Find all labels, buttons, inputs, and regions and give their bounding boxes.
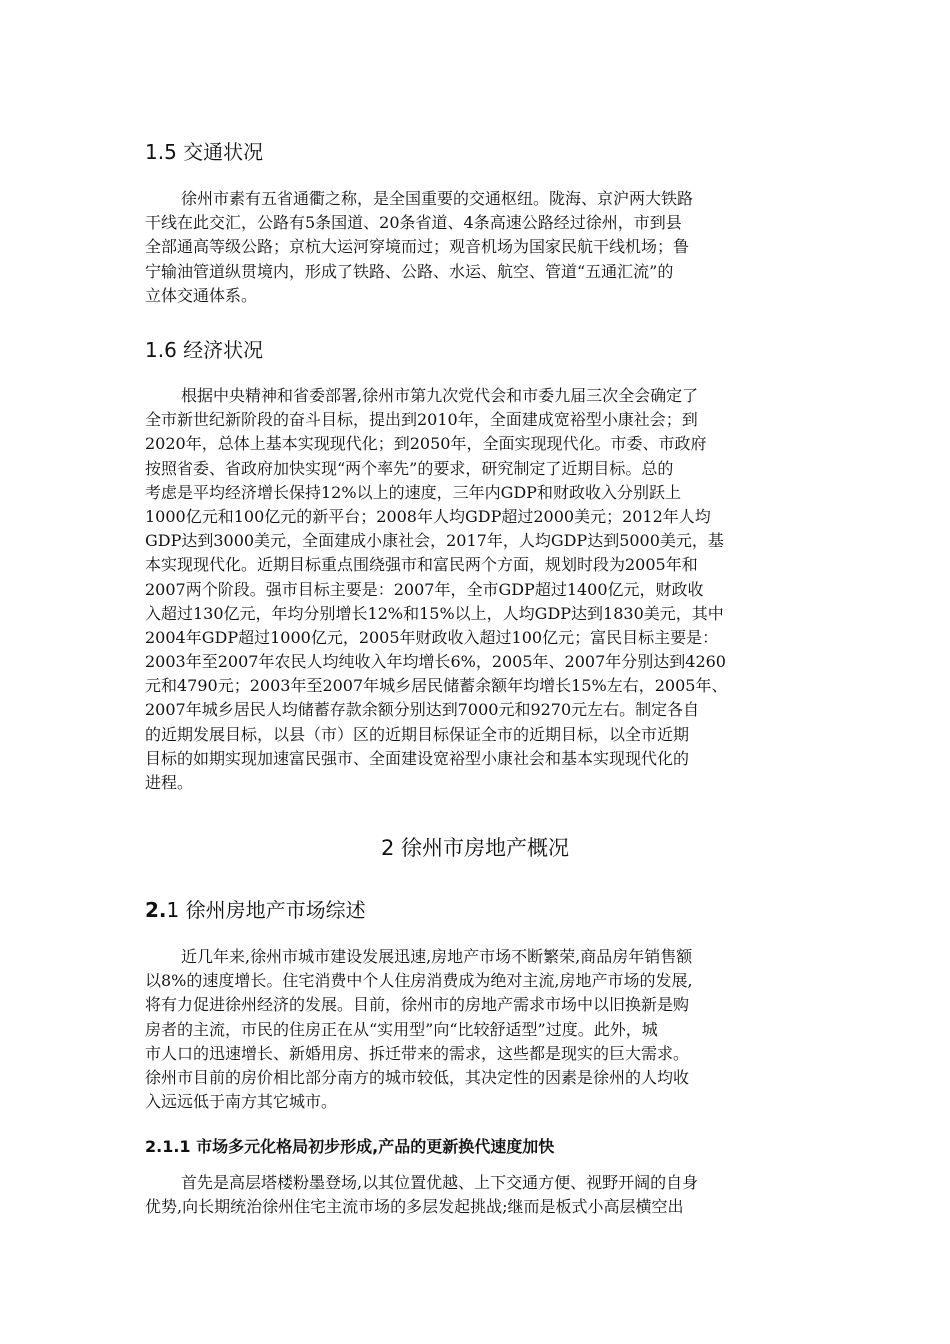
paragraph-line: 2003年至2007年农民人均纯收入年均增长6%，2005年、2007年分别达到4260	[145, 652, 726, 672]
paragraph-market-overview	[145, 945, 805, 1114]
paragraph-line: 的近期发展目标，以县（市）区的近期目标保证全市的近期目标，以全市近期	[145, 724, 690, 744]
paragraph-line: 目标的如期实现加速富民强市、全面建设宽裕型小康社会和基本实现现代化的	[145, 748, 690, 768]
paragraph-diversified-market	[145, 1171, 805, 1219]
section-number-bold: 2.	[145, 898, 167, 922]
paragraph-line: 2020年，总体上基本实现现代化；到2050年，全面实现现代化。市委、市政府	[145, 434, 707, 454]
paragraph-line: 全部通高等级公路；京杭大运河穿境而过；观音机场为国家民航干线机场；鲁	[145, 237, 690, 257]
paragraph-line: 根据中央精神和省委部署,徐州市第九次党代会和市委九届三次全会确定了	[181, 386, 699, 405]
section-heading-2-1	[145, 896, 366, 924]
paragraph-line: 徐州市素有五省通衢之称，是全国重要的交通枢纽。陇海、京沪两大铁路	[181, 189, 694, 208]
paragraph-line: 全市新世纪新阶段的奋斗目标，提出到2010年，全面建成宽裕型小康社会；到	[145, 410, 698, 430]
paragraph-line: 入远远低于南方其它城市。	[145, 1092, 338, 1112]
paragraph-line: 房者的主流，市民的住房正在从“实用型”向“比较舒适型”过度。此外，城	[145, 1019, 658, 1039]
paragraph-line: 1000亿元和100亿元的新平台；2008年人均GDP超过2000美元；2012年人均	[145, 506, 711, 526]
paragraph-line: 以8%的速度增长。住宅消费中个人住房消费成为绝对主流,房地产市场的发展,	[145, 971, 693, 991]
subsection-heading-2-1-1: 2.1.1 市场多元化格局初步形成,产品的更新换代速度加快	[145, 1137, 555, 1156]
paragraph-line: 进程。	[145, 773, 194, 792]
paragraph-line: 首先是高层塔楼粉墨登场,以其位置优越、上下交通方便、视野开阔的自身	[181, 1173, 699, 1192]
section-heading-1-5: 1.5 交通状况	[145, 140, 264, 164]
paragraph-economy	[145, 384, 805, 795]
paragraph-line: 优势,向长期统治徐州住宅主流市场的多层发起挑战;继而是板式小高层横空出	[145, 1197, 684, 1217]
paragraph-line: 元和4790元；2003年至2007年城乡居民储蓄余额年均增长15%左右，2005年、	[145, 676, 728, 696]
paragraph-line: 徐州市目前的房价相比部分南方的城市较低，其决定性的因素是徐州的人均收	[145, 1067, 690, 1087]
paragraph-line: 2007两个阶段。强市目标主要是：2007年，全市GDP超过1400亿元，财政收	[145, 579, 704, 599]
paragraph-line: 入超过130亿元，年均分别增长12%和15%以上，人均GDP达到1830美元，其中	[145, 603, 724, 623]
paragraph-line: 2004年GDP超过1000亿元，2005年财政收入超过100亿元；富民目标主要是：	[145, 627, 719, 647]
paragraph-line: 宁输油管道纵贯境内，形成了铁路、公路、水运、航空、管道“五通汇流”的	[145, 261, 674, 281]
paragraph-line: 市人口的迅速增长、新婚用房、拆迁带来的需求，这些都是现实的巨大需求。	[145, 1043, 690, 1063]
paragraph-line: 2007年城乡居民人均储蓄存款余额分别达到7000元和9270元左右。制定各自	[145, 700, 700, 720]
paragraph-line: 立体交通体系。	[145, 285, 258, 305]
section-title-rest: 1 徐州房地产市场综述	[166, 898, 366, 922]
paragraph-line: 考虑是平均经济增长保持12%以上的速度，三年内GDP和财政收入分别跃上	[145, 482, 681, 502]
paragraph-line: 本实现现代化。近期目标重点围绕强市和富民两个方面，规划时段为2005年和	[145, 555, 698, 575]
paragraph-line: 按照省委、省政府加快实现“两个率先”的要求，研究制定了近期目标。总的	[145, 458, 674, 478]
paragraph-line: 近几年来,徐州市城市建设发展迅速,房地产市场不断繁荣,商品房年销售额	[181, 947, 693, 966]
chapter-heading-2: 2 徐州市房地产概况	[380, 836, 570, 860]
paragraph-line: GDP达到3000美元，全面建成小康社会，2017年，人均GDP达到5000美元，基	[145, 531, 724, 551]
section-heading-1-6: 1.6 经济状况	[145, 338, 264, 362]
paragraph-transport	[145, 187, 805, 308]
paragraph-line: 将有力促进徐州经济的发展。目前，徐州市的房地产需求市场中以旧换新是购	[145, 995, 690, 1015]
paragraph-line: 干线在此交汇，公路有5条国道、20条省道、4条高速公路经过徐州，市到县	[145, 213, 682, 233]
